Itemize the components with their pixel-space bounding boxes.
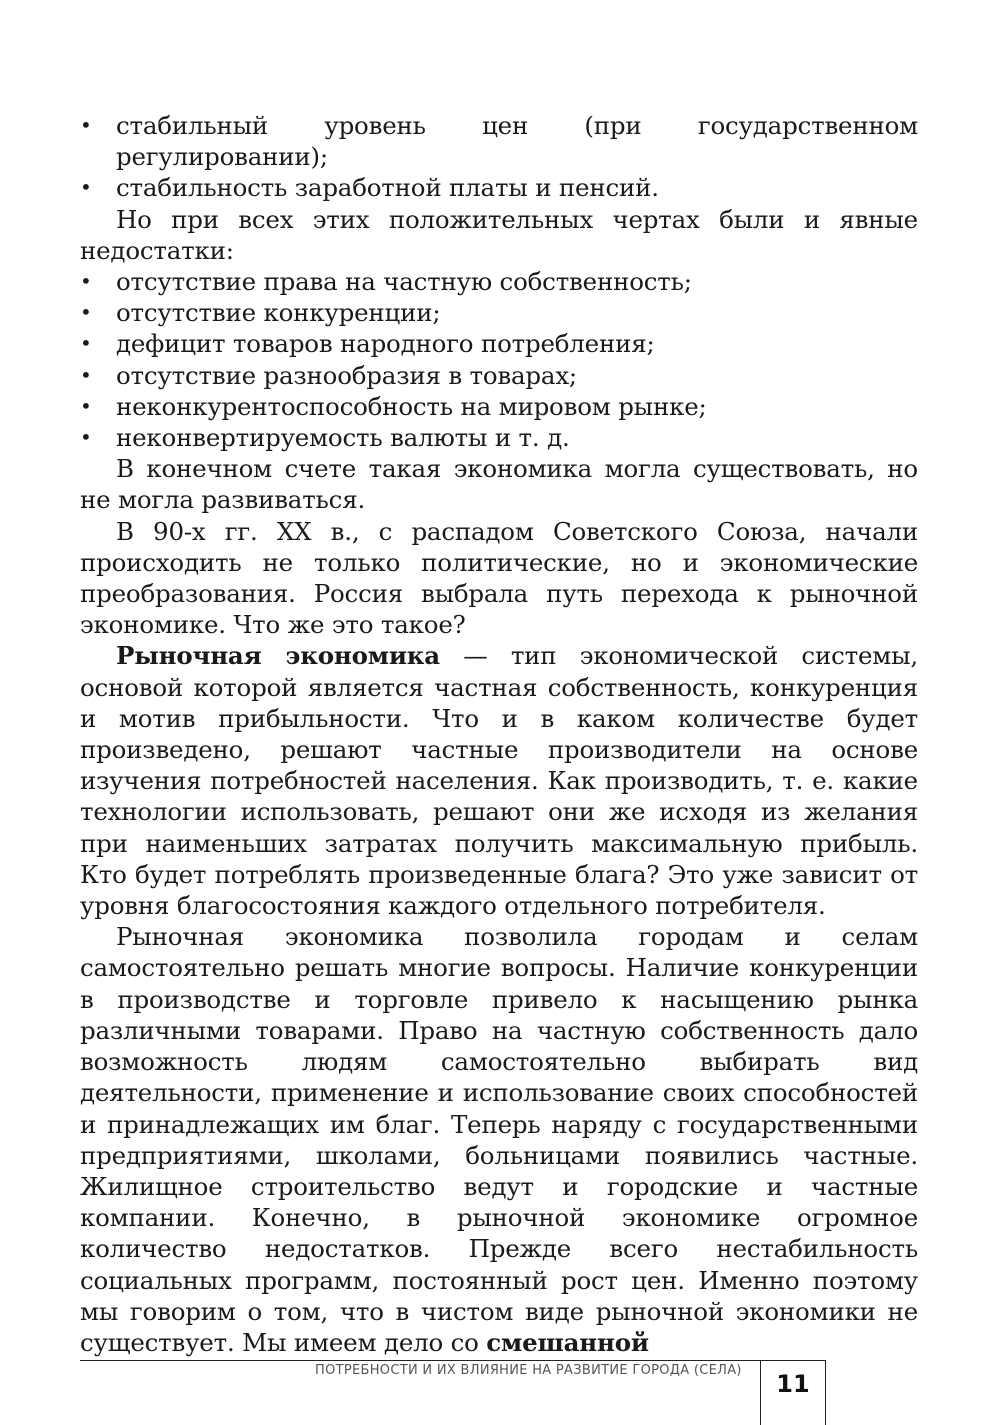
list-item <box>80 422 918 453</box>
bullet-icon: • <box>80 269 92 294</box>
term-mixed: смешанной <box>486 1327 649 1357</box>
bullet-icon: • <box>80 175 92 200</box>
list-item <box>80 297 918 328</box>
paragraph-market-economy-definition <box>80 640 918 921</box>
footer-divider <box>80 1360 825 1361</box>
list-item-text: неконвертируемость валюты и т. д. <box>116 423 570 453</box>
bullet-icon: • <box>80 300 92 325</box>
list-item <box>80 110 918 172</box>
paragraph-market-economy-effects <box>80 921 918 1358</box>
paragraph-drawbacks-intro: Но при всех этих положительных чертах были и явные недостатки: <box>80 204 918 265</box>
page-number-box <box>760 1360 826 1425</box>
bullet-icon: • <box>80 331 92 356</box>
bullet-icon: • <box>80 393 92 418</box>
list-item-text: дефицит товаров народного потребления; <box>116 329 655 359</box>
page-body <box>80 110 918 1358</box>
term-market-economy: Рыночная экономика <box>116 641 440 671</box>
bullet-icon: • <box>80 362 92 387</box>
bullet-icon: • <box>80 113 92 137</box>
running-title: ПОТРЕБНОСТИ И ИХ ВЛИЯНИЕ НА РАЗВИТИЕ ГОРОДА (СЕЛА) <box>315 1363 742 1378</box>
list-item-text: отсутствие права на частную собственность; <box>116 267 692 297</box>
list-item <box>80 266 918 297</box>
list-item <box>80 360 918 391</box>
bullet-list-advantages <box>80 110 918 204</box>
paragraph-conclusion: В конечном счете такая экономика могла существовать, но не могла развиваться. <box>80 454 918 515</box>
bullet-list-drawbacks <box>80 266 918 453</box>
effects-text: Рыночная экономика позволила городам и селам самостоятельно решать многие вопросы. Наличие конкуренции в производстве и торговле привело к насыщению рынка различными товарами. Право на частную собственность дало возможность людям самостоятельно выбирать вид деятельности, применение и использование своих способностей и принадлежащих им благ. Теперь наряду с государственными предприятиями, школами, больницами появились частные. Жилищное строительство ведут и городские и частные компании. Конечно, в рыночной экономике огромное количество недостатков. Прежде всего нестабильность социальных программ, постоянный рост цен. Именно поэтому мы говорим о том, что в чистом виде рыночной экономики не существует. Мы имеем дело со <box>80 922 918 1357</box>
list-item <box>80 328 918 359</box>
list-item <box>80 172 918 203</box>
list-item-text: неконкурентоспособность на мировом рынке; <box>116 391 707 421</box>
list-item-text: отсутствие разнообразия в товарах; <box>116 360 577 390</box>
paragraph-90s-transition: В 90-х гг. XX в., с распадом Советского Союза, начали происходить не только политические, но и экономические преобразования. Россия выбрала путь перехода к рыночной экономике. Что же это такое? <box>80 516 918 640</box>
list-item-text: отсутствие конкуренции; <box>116 298 441 328</box>
list-item-text: стабильность заработной платы и пенсий. <box>116 173 659 203</box>
list-item-text: стабильный уровень цен (при государственном регулировании); <box>116 111 918 172</box>
page-number: 11 <box>776 1370 810 1398</box>
bullet-icon: • <box>80 425 92 450</box>
definition-text: — тип экономической системы, основой которой является частная собственность, конкуренция и мотив прибыльности. Что и в каком количестве будет произведено, решают частные производители на основе изучения потребностей населения. Как производить, т. е. какие технологии использовать, решают они же исходя из желания при наименьших затратах получить максимальную прибыль. Кто будет потреблять произведенные блага? Это уже зависит от уровня благосостояния каждого отдельного потребителя. <box>80 641 919 921</box>
list-item <box>80 391 918 422</box>
